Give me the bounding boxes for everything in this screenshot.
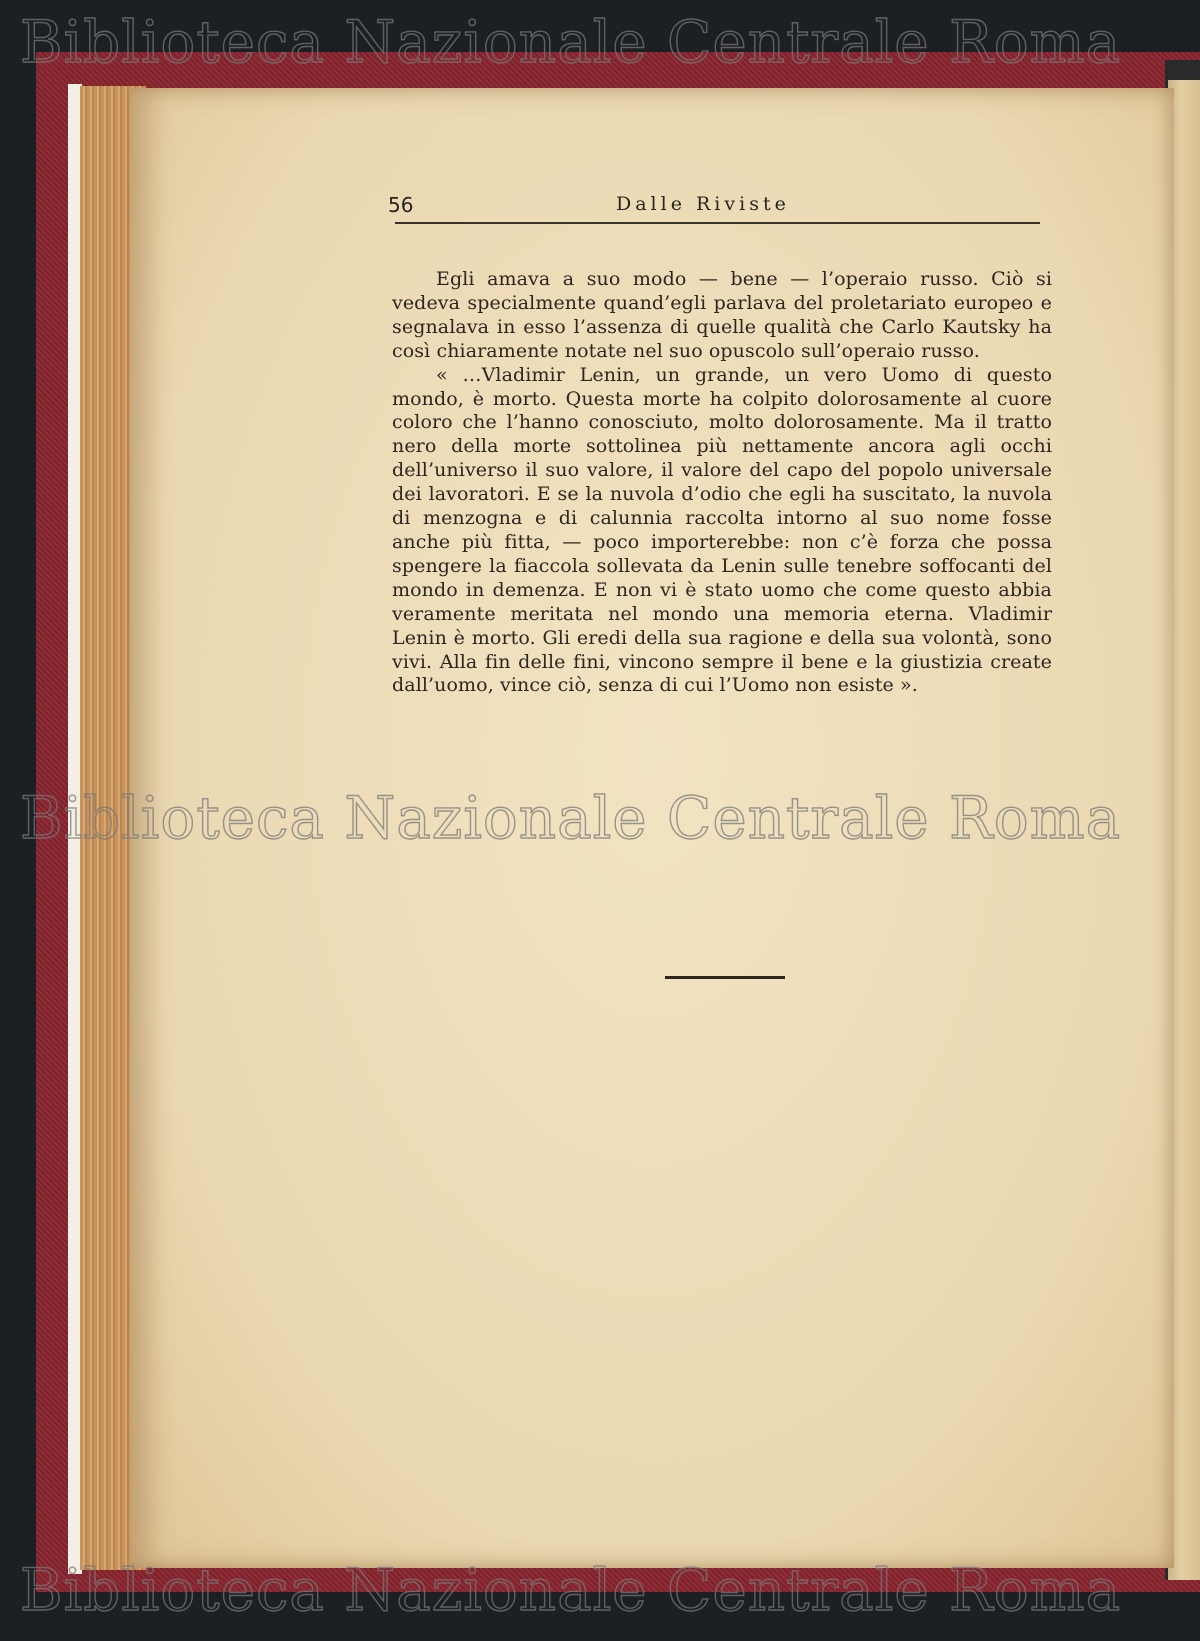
page-number: 56 [388,193,414,217]
running-title: Dalle Riviste [616,193,790,215]
watermark-top: Biblioteca Nazionale Centrale Roma [20,8,1122,76]
header-rule [395,222,1040,224]
paragraph: « …Vladimir Lenin, un grande, un vero Uomo di questo mondo, è morto. Questa morte ha colpito dolorosamente al cuore coloro che l’hanno conosciuto, molto dolorosamente. Ma il tratto nero della morte sottolinea più nettamente ancora agli occhi dell’universo il suo valore, il valore del capo del popolo universale dei lavoratori. E se la nuvola d’odio che egli ha suscitato, la nuvola di menzogna e di calunnia raccolta intorno al suo nome fosse anche più fitta, — poco importerebbe: non c’è forza che possa spengere la fiaccola sollevata da Lenin sulle tenebre soffocanti del mondo in demenza. E non vi è stato uomo che come questo abbia veramente meritata nel mondo una memoria eterna. Vladimir Lenin è morto. Gli eredi della sua ragione e della sua volontà, sono vivi. Alla fin delle fini, vincono sempre il bene e la giustizia create dall’uomo, vince ciò, senza di cui l’Uomo non esiste ». [392,363,1052,697]
paragraph: Egli amava a suo modo — bene — l’operaio russo. Ciò si vedeva specialmente quand’egli parlava del proletariato europeo e segnalava in esso l’assenza di quelle qualità che Carlo Kautsky ha così chiaramente notate nel suo opuscolo sull’operaio russo. [392,268,1052,362]
running-head [388,193,1038,223]
body-text [392,268,1052,698]
section-end-rule [665,976,785,979]
